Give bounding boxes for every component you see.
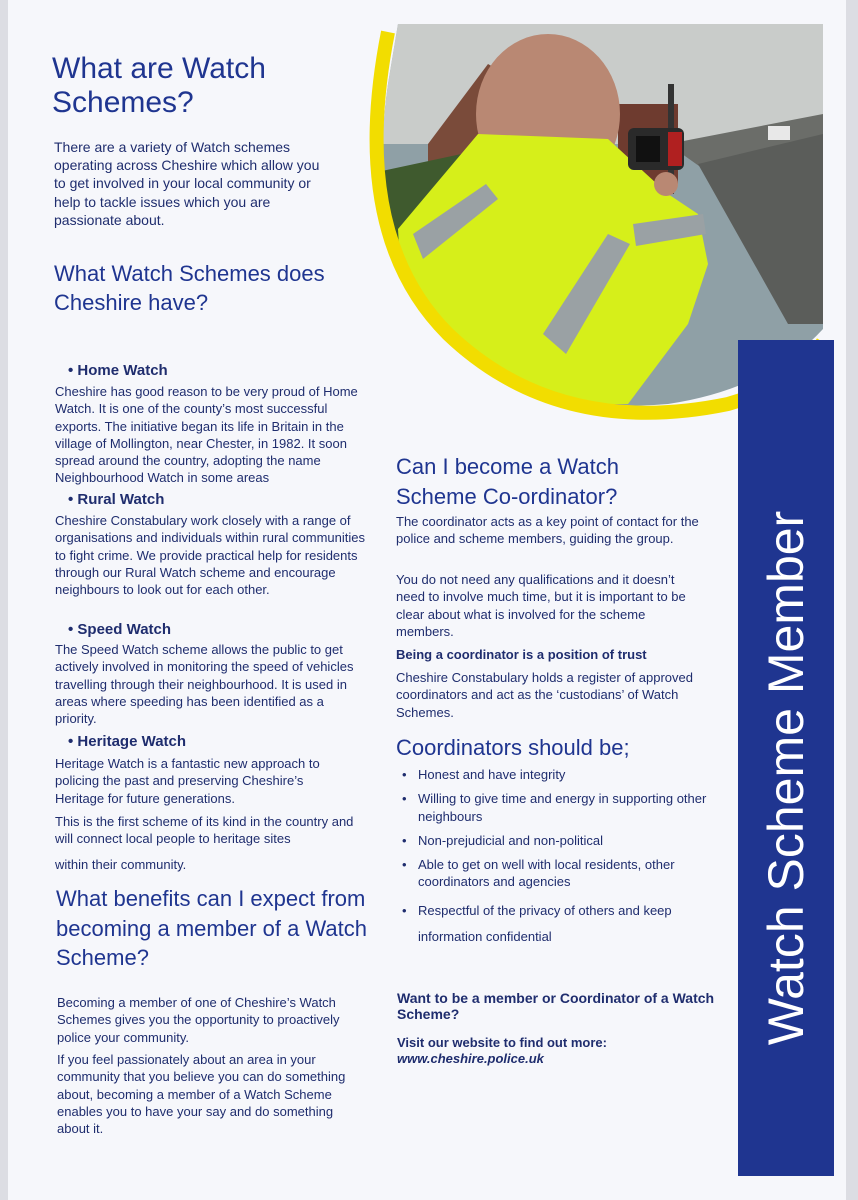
scheme-title-home-watch: • Home Watch <box>68 362 168 379</box>
benefits-text-2: If you feel passionately about an area in your community that you believe you can do something about, becoming a member of a Watch Scheme enables you to have your say and do something about it. <box>57 1052 346 1137</box>
trust-heading: Being a coordinator is a position of trust <box>396 647 647 662</box>
schemes-heading: What Watch Schemes does Cheshire have? <box>54 261 325 315</box>
side-title: Watch Scheme Member <box>758 510 814 1046</box>
list-item: • Non-prejudicial and non-political <box>396 832 716 849</box>
coordinator-qualities-list <box>396 766 716 957</box>
intro-title: What are Watch Schemes? <box>52 52 266 119</box>
scheme-text-heritage-watch-2: This is the first scheme of its kind in the country and will connect local people to heritage sites <box>55 814 354 847</box>
coordinator-text-2: You do not need any qualifications and it doesn’t need to involve much time, but it is important to be clear about what is involved for the scheme members. <box>396 572 686 639</box>
scheme-title-rural-watch: • Rural Watch <box>68 491 165 508</box>
list-item: • Able to get on well with local residents, other coordinators and agencies <box>396 856 716 891</box>
benefits-text-1: Becoming a member of one of Cheshire’s Watch Schemes gives you the opportunity to proactively police your community. <box>57 995 340 1045</box>
scheme-text-heritage-watch: Heritage Watch is a fantastic new approach to policing the past and preserving Cheshire’s Heritage for future generations. <box>55 756 320 806</box>
cta-url-wrap <box>397 1050 717 1067</box>
cta-heading: Want to be a member or Coordinator of a Watch Scheme? <box>397 990 715 1023</box>
scheme-title-speed-watch: • Speed Watch <box>68 621 172 638</box>
website-link[interactable]: www.cheshire.police.uk <box>397 1051 544 1066</box>
intro-text: There are a variety of Watch schemes operating across Cheshire which allow you to get involved in your local community or help to tackle issues which you are passionate about. <box>54 139 320 228</box>
list-item: • Honest and have integrity <box>396 766 716 783</box>
coordinator-heading: Can I become a Watch Scheme Co-ordinator? <box>396 454 619 509</box>
benefits-heading: What benefits can I expect from becoming a member of a Watch Scheme? <box>56 886 367 971</box>
scheme-text-home-watch: Cheshire has good reason to be very proud of Home Watch. It is one of the county’s most successful exports. The initiative began its life in Britain in the village of Mollington, near Chester, in 1982. It soon spread around the country, adopting the name Neighbourhood Watch in some areas <box>55 384 358 486</box>
coordinator-text-3: Cheshire Constabulary holds a register of approved coordinators and act as the ‘custodians’ of Watch Schemes. <box>396 670 694 720</box>
scheme-text-speed-watch: The Speed Watch scheme allows the public to get actively involved in monitoring the speed of vehicles travelling through their neighbourhood. It is used in areas where speeding has been identified as a priority. <box>55 642 354 727</box>
coordinator-text-1: The coordinator acts as a key point of contact for the police and scheme members, guiding the group. <box>396 514 699 547</box>
scheme-text-heritage-watch-3: within their community. <box>55 857 187 872</box>
scheme-text-rural-watch: Cheshire Constabulary work closely with a range of organisations and individuals within rural communities to fight crime. We provide practical help for residents through our Rural Watch scheme and encourage neighbours to look out for each other. <box>55 513 365 598</box>
list-item: • Respectful of the privacy of others and keep information confidential <box>396 898 716 950</box>
cta-visit-text: Visit our website to find out more: <box>397 1035 607 1050</box>
list-item: • Willing to give time and energy in supporting other neighbours <box>396 790 716 825</box>
scheme-title-heritage-watch: • Heritage Watch <box>68 733 187 750</box>
should-be-heading: Coordinators should be; <box>396 735 630 760</box>
